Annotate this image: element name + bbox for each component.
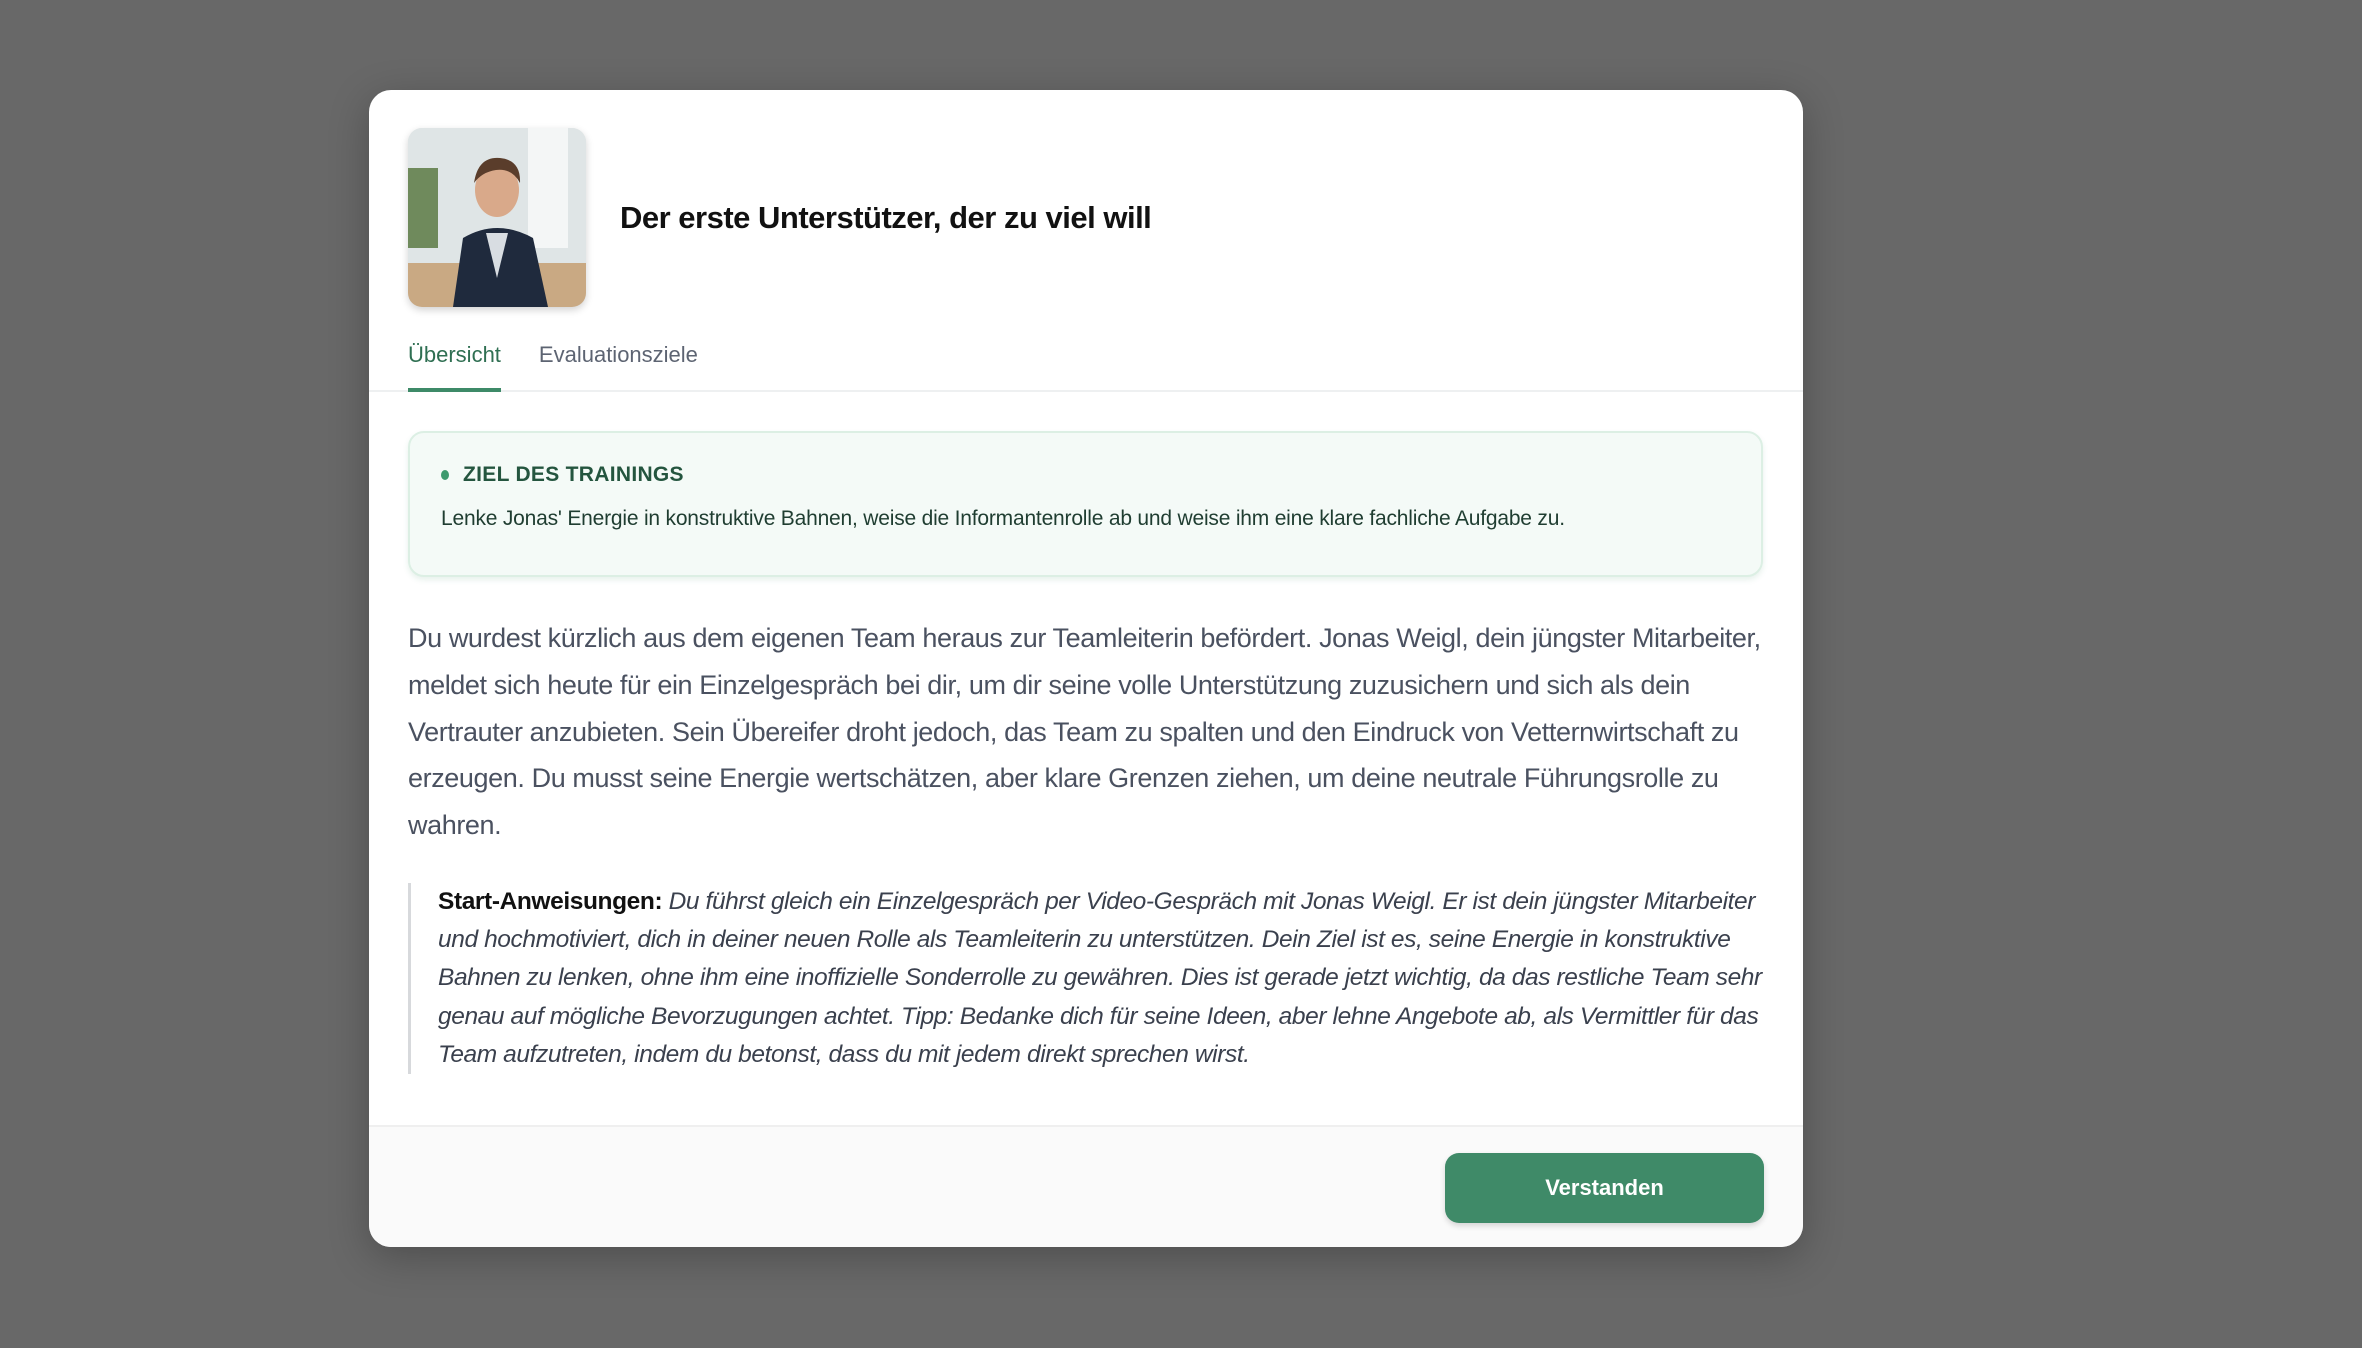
goal-heading-row [441, 463, 1730, 487]
modal-footer [369, 1125, 1803, 1247]
modal-header [408, 128, 1151, 307]
start-instructions-text: Du führst gleich ein Einzelgespräch per Video-Gespräch mit Jonas Weigl. Er ist dein jüngster Mitarbeiter und hochmotiviert, dich in deiner neuen Rolle als Teamleiterin zu unterstützen. Dein Ziel ist es, seine Energie in konstruktive Bahnen zu lenken, ohne ihm eine inoffizielle Sonderrolle zu gewähren. Dies ist gerade jetzt wichtig, da das restliche Team sehr genau auf mögliche Bevorzugungen achtet. Tipp: Bedanke dich für seine Ideen, aber lehne Angebote ab, als Vermittler für das Team aufzutreten, indem du betonst, dass du mit jedem direkt sprechen wirst. [438, 887, 1762, 1068]
tab-overview[interactable]: Übersicht [408, 342, 501, 392]
scenario-title: Der erste Unterstützer, der zu viel will [620, 199, 1152, 235]
start-instructions-label: Start-Anweisungen: [438, 887, 663, 915]
goal-text: Lenke Jonas' Energie in konstruktive Bahnen, weise die Informantenrolle ab und weise ihm eine klare fachliche Aufgabe zu. [441, 507, 1565, 530]
training-goal-card [408, 431, 1763, 577]
goal-heading: ZIEL DES TRAININGS [463, 463, 684, 486]
bullet-dot-icon [441, 470, 449, 480]
modal-content [408, 431, 1764, 1074]
scenario-description: Du wurdest kürzlich aus dem eigenen Team heraus zur Teamleiterin befördert. Jonas Weigl, dein jüngster Mitarbeiter, meldet sich heute für ein Einzelgespräch bei dir, um dir seine volle Unterstützung zuzusichern und sich als dein Vertrauter anzubieten. Sein Übereifer droht jedoch, das Team zu spalten und den Eindruck von Vetternwirtschaft zu erzeugen. Du musst seine Energie wertschätzen, aber klare Grenzen ziehen, um deine neutrale Führungsrolle zu wahren. [408, 623, 1761, 841]
tab-evaluation-goals[interactable]: Evaluationsziele [538, 342, 698, 367]
scenario-modal [369, 90, 1803, 1247]
tab-bar [408, 342, 698, 392]
start-instructions [408, 883, 1763, 1074]
person-image-icon [408, 128, 586, 307]
confirm-button[interactable]: Verstanden [1445, 1153, 1764, 1223]
persona-photo [408, 128, 586, 307]
